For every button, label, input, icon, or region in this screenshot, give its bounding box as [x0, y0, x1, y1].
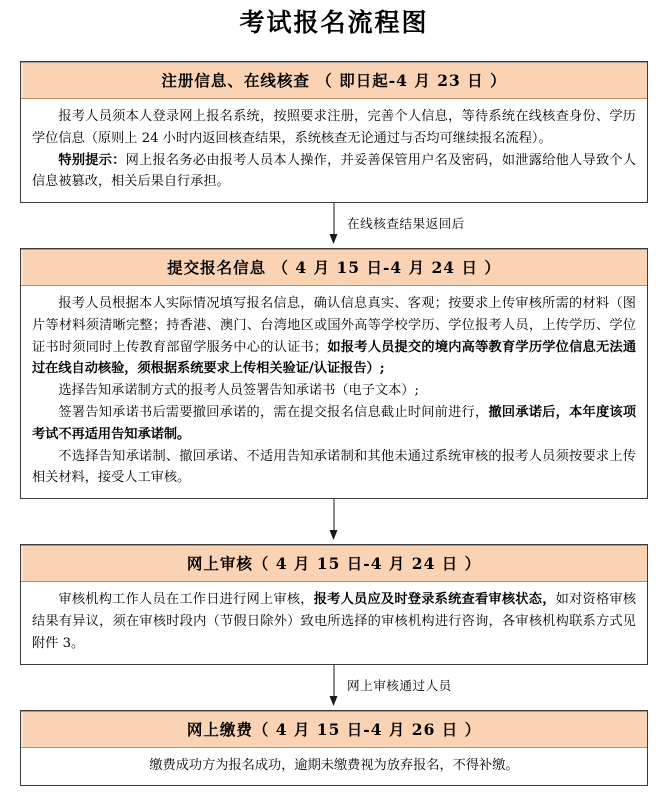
- flow-step-box: [20, 544, 648, 664]
- body-paragraph: [32, 380, 636, 402]
- arrow-down-icon: [330, 530, 338, 540]
- body-paragraph: [32, 150, 636, 194]
- body-paragraph: [32, 293, 636, 380]
- body-paragraph: [32, 755, 636, 777]
- body-paragraph: [32, 446, 636, 490]
- flow-step-header: 注册信息、在线核查 （ 即日起-4 月 23 日 ）: [21, 62, 647, 99]
- emphasis-text: 特别提示：: [58, 152, 126, 168]
- emphasis-text: 如报考人员提交的境内高等教育学历学位信息无法通过在线自动核验，须根据系统要求上传相关验证/认证报告）;: [32, 339, 637, 377]
- flow-step-body: [21, 748, 647, 786]
- flow-step-box: [20, 61, 648, 203]
- body-text: 审核机构工作人员在工作日进行网上审核，: [58, 592, 314, 608]
- flow-step-body: [21, 286, 647, 498]
- arrow-down-icon: [330, 234, 338, 244]
- flow-step-header: 提交报名信息 （ 4 月 15 日-4 月 24 日 ）: [21, 249, 647, 286]
- connector-label: 网上审核通过人员: [347, 677, 452, 693]
- body-paragraph: [32, 589, 636, 654]
- body-paragraph: [32, 402, 636, 446]
- body-text: 报考人员根据本人实际情况填写报名信息，确认信息真实、客观；按要求上传审核所需的材料（图片等材料须清晰完整；持香港、澳门、台湾地区或国外高等学校学历、学位报考人员，上传学历、学位证书时须同时上传教育部留学服务中心的认证书；: [32, 296, 636, 355]
- body-text: 报考人员须本人登录网上报名系统，按照要求注册，完善个人信息，等待系统在线核查身份、学历学位信息（原则上 24 小时内返回核查结果，系统核查无论通过与否均可继续报名流程）。: [32, 109, 636, 146]
- flow-container: [20, 61, 648, 786]
- body-text: 不选择告知承诺制、撤回承诺、不适用告知承诺制和其他未通过系统审核的报考人员须按要求上传相关材料，接受人工审核。: [32, 448, 636, 486]
- body-text: 选择告知承诺制方式的报考人员签署告知承诺书（电子文本）;: [58, 383, 419, 399]
- flow-step-body: [21, 582, 647, 663]
- flow-step-box: [20, 710, 648, 787]
- body-text: 缴费成功方为报名成功，逾期未缴费视为放弃报名，不得补缴。: [149, 757, 519, 773]
- flow-connector: [20, 665, 648, 710]
- connector-line: [334, 665, 335, 698]
- flow-step-header: 网上缴费（ 4 月 15 日-4 月 26 日 ）: [21, 711, 647, 748]
- connector-line: [334, 499, 335, 532]
- body-text: 签署告知承诺书后需要撤回承诺的，需在提交报名信息截止时间前进行，: [58, 405, 489, 421]
- body-text: 网上报名务必由报考人员本人操作，并妥善保管用户名及密码，如泄露给他人导致个人信息被篡改，相关后果自行承担。: [32, 152, 637, 190]
- flow-connector: [20, 499, 648, 544]
- connector-label: 在线核查结果返回后: [347, 216, 465, 232]
- arrow-down-icon: [330, 696, 338, 706]
- flow-step-body: [21, 99, 647, 202]
- flow-step-box: [20, 248, 648, 499]
- connector-line: [334, 203, 335, 236]
- page-title: 考试报名流程图: [239, 8, 429, 37]
- emphasis-text: 撤回承诺后，本年度该项考试不再适用告知承诺制。: [32, 405, 637, 442]
- emphasis-text: 报考人员应及时登录系统查看审核状态，: [313, 592, 556, 608]
- body-paragraph: [32, 106, 636, 150]
- flow-connector: [20, 203, 648, 248]
- flow-step-header: 网上审核（ 4 月 15 日-4 月 24 日 ）: [21, 545, 647, 582]
- body-text: 如对资格审核结果有异议，须在审核时段内（节假日除外）致电所选择的审核机构进行咨询，各审核机构联系方式见附件 3。: [32, 592, 637, 651]
